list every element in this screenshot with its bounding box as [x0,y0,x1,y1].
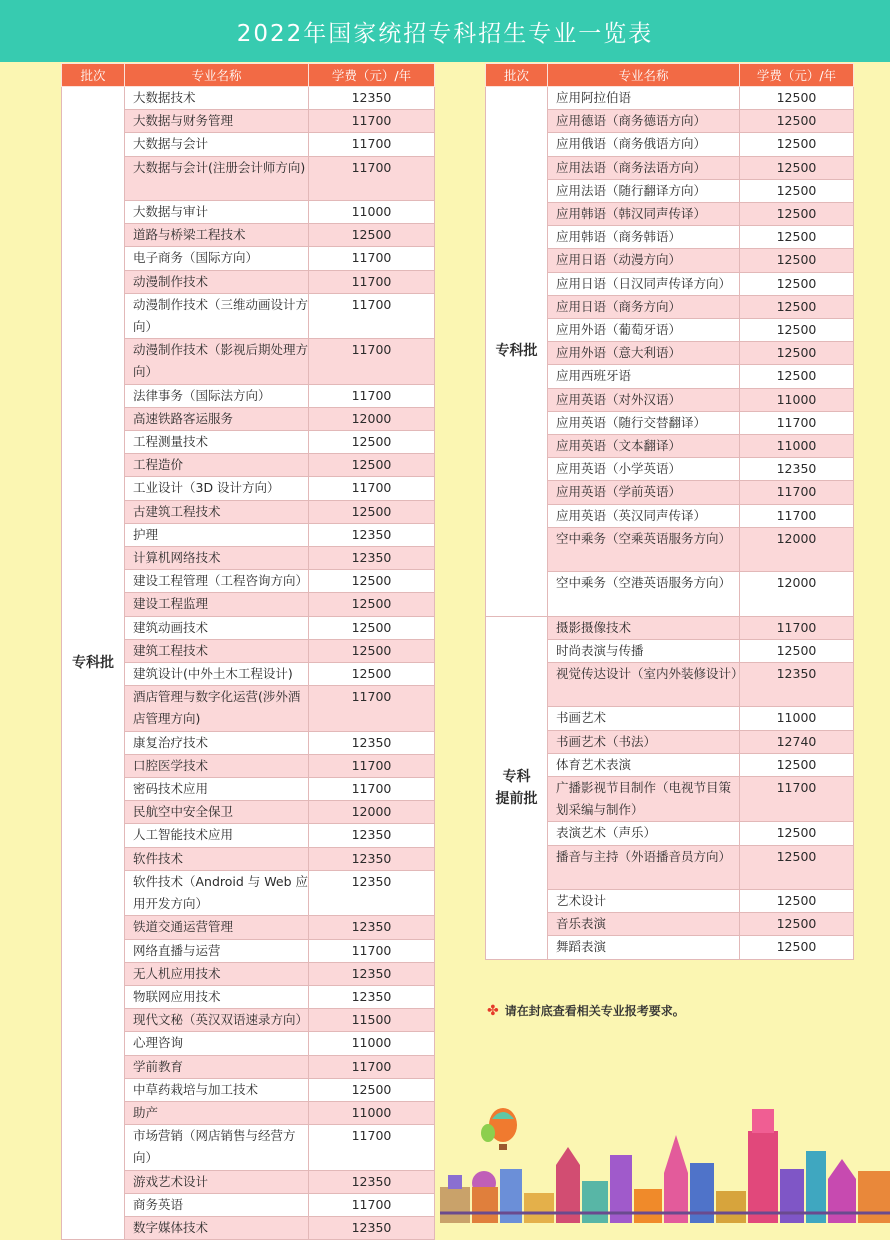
tuition-fee-cell: 11700 [309,110,435,133]
tuition-fee-cell: 11700 [309,1193,435,1216]
major-name-cell: 大数据与会计(注册会计师方向) [125,156,309,200]
tuition-fee-cell: 12500 [740,156,854,179]
major-name-cell: 网络直播与运营 [125,939,309,962]
tuition-fee-cell: 12350 [309,87,435,110]
major-name-cell: 动漫制作技术（三维动画设计方向） [125,293,309,338]
tuition-fee-cell: 11700 [309,384,435,407]
major-name-cell: 大数据与财务管理 [125,110,309,133]
tuition-fee-cell: 12350 [740,458,854,481]
major-name-cell: 数字媒体技术 [125,1216,309,1239]
batch-cell: 专科批 [486,87,548,617]
header-major: 专业名称 [125,64,309,87]
tuition-fee-cell: 12500 [740,936,854,959]
tuition-fee-cell: 12350 [309,870,435,915]
tuition-fee-cell: 11700 [740,504,854,527]
tuition-fee-cell: 12500 [740,226,854,249]
tuition-fee-cell: 11700 [309,477,435,500]
tuition-fee-cell: 12350 [309,962,435,985]
major-name-cell: 大数据与审计 [125,201,309,224]
tuition-fee-cell: 12000 [309,407,435,430]
major-name-cell: 应用日语（动漫方向） [548,249,740,272]
table-row [486,616,854,639]
major-name-cell: 高速铁路客运服务 [125,407,309,430]
left-fee-table [61,63,435,1240]
major-name-cell: 应用外语（意大利语） [548,342,740,365]
batch-cell: 专科 提前批 [486,616,548,959]
major-name-cell: 应用德语（商务德语方向） [548,110,740,133]
major-name-cell: 民航空中安全保卫 [125,801,309,824]
major-name-cell: 酒店管理与数字化运营(涉外酒店管理方向) [125,686,309,731]
major-name-cell: 计算机网络技术 [125,547,309,570]
city-skyline-illustration [440,1095,890,1223]
tuition-fee-cell: 11000 [309,1101,435,1124]
major-name-cell: 古建筑工程技术 [125,500,309,523]
major-name-cell: 广播影视节目制作（电视节目策划采编与制作） [548,777,740,822]
major-name-cell: 现代文秘（英汉双语速录方向） [125,1009,309,1032]
major-name-cell: 建筑工程技术 [125,639,309,662]
major-name-cell: 商务英语 [125,1193,309,1216]
tuition-fee-cell: 12500 [309,431,435,454]
major-name-cell: 大数据与会计 [125,133,309,156]
header-fee: 学费（元）/年 [309,64,435,87]
tuition-fee-cell: 11700 [309,939,435,962]
tuition-fee-cell: 12500 [740,342,854,365]
major-name-cell: 书画艺术 [548,707,740,730]
tuition-fee-cell: 12350 [309,916,435,939]
tuition-fee-cell: 11700 [309,247,435,270]
tuition-fee-cell: 11700 [309,778,435,801]
tuition-fee-cell: 12740 [740,730,854,753]
tuition-fee-cell: 11700 [309,754,435,777]
tuition-fee-cell: 12500 [309,639,435,662]
major-name-cell: 市场营销（网店销售与经营方向） [125,1125,309,1170]
batch-cell: 专科批 [62,87,125,1240]
tuition-fee-cell: 11700 [309,1055,435,1078]
table-header-row [62,64,435,87]
tuition-fee-cell: 12500 [740,203,854,226]
tuition-fee-cell: 12500 [740,110,854,133]
major-name-cell: 铁道交通运营管理 [125,916,309,939]
tuition-fee-cell: 12500 [309,593,435,616]
header-batch: 批次 [62,64,125,87]
major-name-cell: 舞蹈表演 [548,936,740,959]
major-name-cell: 应用韩语（商务韩语） [548,226,740,249]
tuition-fee-cell: 11700 [740,616,854,639]
major-name-cell: 应用英语（对外汉语） [548,388,740,411]
major-name-cell: 无人机应用技术 [125,962,309,985]
tuition-fee-cell: 12500 [740,365,854,388]
major-name-cell: 应用日语（商务方向） [548,295,740,318]
tuition-fee-cell: 12500 [309,570,435,593]
tuition-fee-cell: 11700 [309,1125,435,1170]
major-name-cell: 建设工程监理 [125,593,309,616]
tuition-fee-cell: 12500 [740,890,854,913]
tuition-fee-cell: 12500 [740,753,854,776]
tuition-fee-cell: 12350 [309,731,435,754]
major-name-cell: 软件技术 [125,847,309,870]
tuition-fee-cell: 12350 [309,547,435,570]
table-header-row [486,64,854,87]
tuition-fee-cell: 12500 [740,179,854,202]
tuition-fee-cell: 11700 [309,133,435,156]
major-name-cell: 建设工程管理（工程咨询方向） [125,570,309,593]
major-name-cell: 康复治疗技术 [125,731,309,754]
major-name-cell: 游戏艺术设计 [125,1170,309,1193]
tuition-fee-cell: 11000 [740,707,854,730]
table-row [486,87,854,110]
header-major: 专业名称 [548,64,740,87]
tuition-fee-cell: 12500 [740,822,854,845]
tuition-fee-cell: 12350 [309,985,435,1008]
tuition-fee-cell: 12500 [309,500,435,523]
tuition-fee-cell: 12350 [309,824,435,847]
tuition-fee-cell: 12500 [309,663,435,686]
tuition-fee-cell: 11000 [309,1032,435,1055]
tuition-fee-cell: 12500 [740,87,854,110]
tuition-fee-cell: 11700 [309,339,435,384]
major-name-cell: 法律事务（国际法方向） [125,384,309,407]
major-name-cell: 物联网应用技术 [125,985,309,1008]
major-name-cell: 音乐表演 [548,913,740,936]
tuition-fee-cell: 12500 [309,616,435,639]
major-name-cell: 应用法语（随行翻译方向） [548,179,740,202]
major-name-cell: 应用英语（随行交替翻译） [548,411,740,434]
tuition-fee-cell: 11700 [309,270,435,293]
tuition-fee-cell: 12500 [740,249,854,272]
tuition-fee-cell: 12500 [309,1078,435,1101]
major-name-cell: 电子商务（国际方向） [125,247,309,270]
tuition-fee-cell: 12350 [309,523,435,546]
major-name-cell: 应用英语（小学英语） [548,458,740,481]
major-name-cell: 应用英语（文本翻译） [548,435,740,458]
major-name-cell: 中草药栽培与加工技术 [125,1078,309,1101]
major-name-cell: 动漫制作技术 [125,270,309,293]
major-name-cell: 空中乘务（空乘英语服务方向） [548,527,740,571]
major-name-cell: 工程测量技术 [125,431,309,454]
tuition-fee-cell: 11000 [309,201,435,224]
tuition-fee-cell: 12500 [740,913,854,936]
tuition-fee-cell: 12000 [740,527,854,571]
tuition-fee-cell: 11700 [740,777,854,822]
tuition-fee-cell: 11700 [740,481,854,504]
tuition-fee-cell: 12500 [309,224,435,247]
tuition-fee-cell: 12350 [309,847,435,870]
tuition-fee-cell: 12000 [309,801,435,824]
major-name-cell: 播音与主持（外语播音员方向） [548,845,740,889]
major-name-cell: 建筑设计(中外土木工程设计) [125,663,309,686]
tuition-fee-cell: 11700 [309,156,435,200]
major-name-cell: 软件技术（Android 与 Web 应用开发方向） [125,870,309,915]
tuition-fee-cell: 12500 [740,133,854,156]
major-name-cell: 工程造价 [125,454,309,477]
tuition-fee-cell: 12500 [740,295,854,318]
major-name-cell: 应用俄语（商务俄语方向） [548,133,740,156]
tuition-fee-cell: 12350 [309,1170,435,1193]
tuition-fee-cell: 11700 [309,293,435,338]
tuition-fee-cell: 12350 [309,1216,435,1239]
major-name-cell: 应用日语（日汉同声传译方向） [548,272,740,295]
major-name-cell: 应用阿拉伯语 [548,87,740,110]
major-name-cell: 密码技术应用 [125,778,309,801]
major-name-cell: 道路与桥梁工程技术 [125,224,309,247]
page-title: 2022年国家统招专科招生专业一览表 [236,20,654,47]
major-name-cell: 视觉传达设计（室内外装修设计） [548,663,740,707]
tuition-fee-cell: 11000 [740,388,854,411]
major-name-cell: 建筑动画技术 [125,616,309,639]
tuition-fee-cell: 12350 [740,663,854,707]
right-fee-table [485,63,854,960]
major-name-cell: 应用韩语（韩汉同声传译） [548,203,740,226]
header-batch: 批次 [486,64,548,87]
tuition-fee-cell: 12500 [740,639,854,662]
tuition-fee-cell: 11700 [309,686,435,731]
major-name-cell: 应用外语（葡萄牙语） [548,319,740,342]
tuition-fee-cell: 11700 [740,411,854,434]
tuition-fee-cell: 12000 [740,572,854,616]
major-name-cell: 书画艺术（书法） [548,730,740,753]
tuition-fee-cell: 12500 [740,319,854,342]
tuition-fee-cell: 12500 [309,454,435,477]
major-name-cell: 应用英语（英汉同声传译） [548,504,740,527]
tuition-fee-cell: 12500 [740,845,854,889]
major-name-cell: 艺术设计 [548,890,740,913]
hot-air-balloon-icon [481,1108,517,1150]
major-name-cell: 工业设计（3D 设计方向） [125,477,309,500]
major-name-cell: 心理咨询 [125,1032,309,1055]
major-name-cell: 摄影摄像技术 [548,616,740,639]
tuition-fee-cell: 12500 [740,272,854,295]
footnote [487,1002,685,1019]
tuition-fee-cell: 11500 [309,1009,435,1032]
major-name-cell: 人工智能技术应用 [125,824,309,847]
major-name-cell: 表演艺术（声乐） [548,822,740,845]
major-name-cell: 空中乘务（空港英语服务方向） [548,572,740,616]
major-name-cell: 大数据技术 [125,87,309,110]
major-name-cell: 体育艺术表演 [548,753,740,776]
major-name-cell: 应用法语（商务法语方向） [548,156,740,179]
footnote-text: 请在封底查看相关专业报考要求。 [504,1004,685,1018]
major-name-cell: 时尚表演与传播 [548,639,740,662]
major-name-cell: 应用英语（学前英语） [548,481,740,504]
major-name-cell: 护理 [125,523,309,546]
major-name-cell: 学前教育 [125,1055,309,1078]
major-name-cell: 口腔医学技术 [125,754,309,777]
table-row [62,87,435,110]
major-name-cell: 助产 [125,1101,309,1124]
tuition-fee-cell: 11000 [740,435,854,458]
major-name-cell: 应用西班牙语 [548,365,740,388]
title-bar [0,0,890,62]
star-cross-icon: ✤ [487,1002,499,1019]
major-name-cell: 动漫制作技术（影视后期处理方向） [125,339,309,384]
header-fee: 学费（元）/年 [740,64,854,87]
